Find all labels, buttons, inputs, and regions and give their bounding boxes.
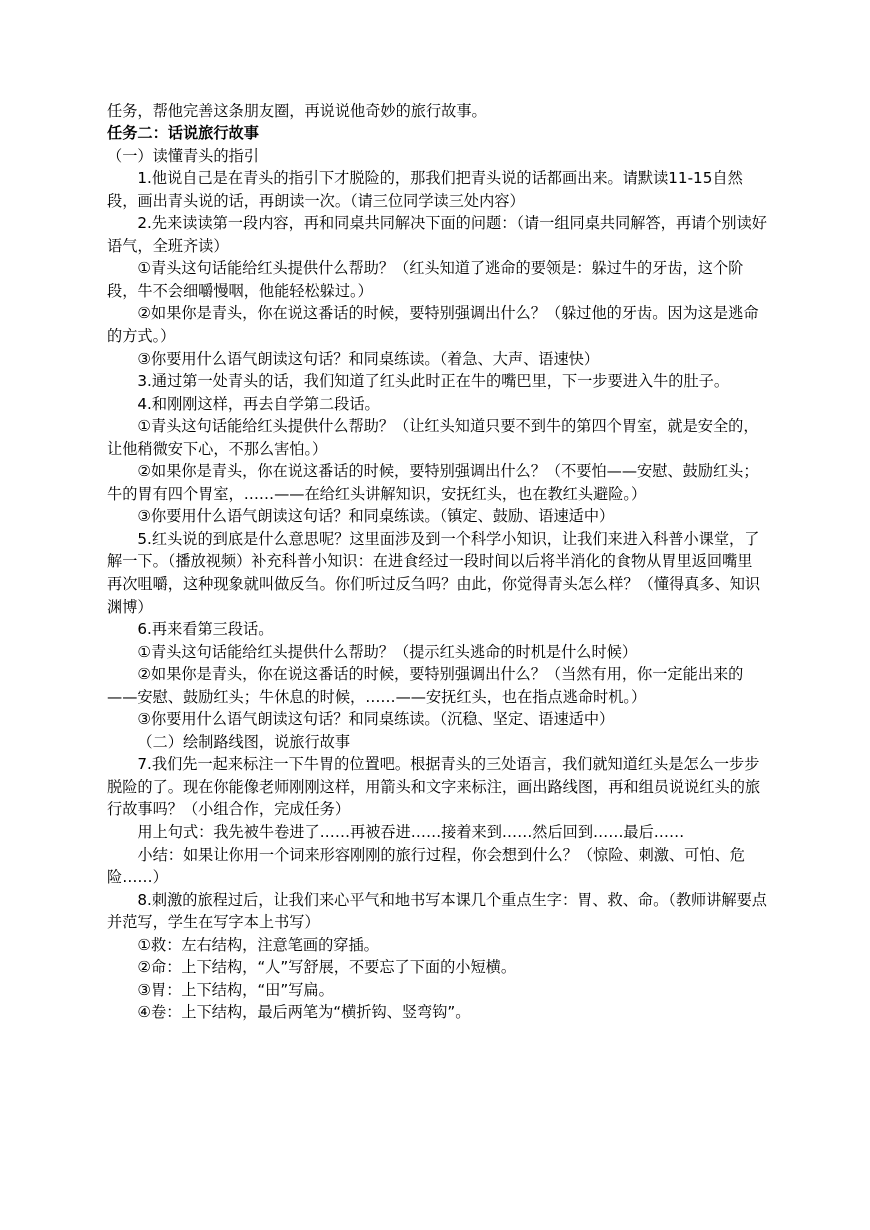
paragraph: ③你要用什么语气朗读这句话？和同桌练读。（沉稳、坚定、语速适中） bbox=[137, 710, 615, 729]
paragraph: ②如果你是青头，你在说这番话的时候，要特别强调出什么？（当然有用，你一定能出来的——安慰、鼓励红头；牛休息的时候，……——安抚红头，也在指点逃命时机。） bbox=[107, 665, 744, 706]
paragraph: 8.刺激的旅程过后，让我们来心平气和地书写本课几个重点生字：胃、救、命。（教师讲解要点并范写，学生在写字本上书写） bbox=[107, 890, 767, 932]
paragraph: 2.先来读读第一段内容，再和同桌共同解决下面的问题：（请一组同桌共同解答，再请个别读好语气，全班齐读） bbox=[107, 214, 767, 255]
paragraph: ②命：上下结构，“人”写舒展，不要忘了下面的小短横。 bbox=[137, 958, 517, 977]
paragraph: 4.和刚刚这样，再去自学第二段话。 bbox=[137, 394, 380, 413]
paragraph: ③你要用什么语气朗读这句话？和同桌练读。（镇定、鼓励、语速适中） bbox=[137, 507, 615, 526]
paragraph: 6.再来看第三段话。 bbox=[137, 620, 274, 639]
paragraph: （二）绘制路线图，说旅行故事 bbox=[137, 732, 351, 751]
paragraph: 7.我们先一起来标注一下牛胃的位置吧。根据青头的三处语言，我们就知道红头是怎么一步步脱险的了。现在你能像老师刚刚这样，用箭头和文字来标注，画出路线图，再和组员说说红头的旅行故事吗？（小组合作，完成任务） bbox=[107, 755, 761, 819]
paragraph: ③胃：上下结构，“田”写扁。 bbox=[137, 980, 334, 999]
section-heading: 任务二：话说旅行故事 bbox=[107, 124, 259, 143]
paragraph: 3.通过第一处青头的话，我们知道了红头此时正在牛的嘴巴里，下一步要进入牛的肚子。 bbox=[137, 372, 730, 391]
paragraph: ①青头这句话能给红头提供什么帮助？（让红头知道只要不到牛的第四个胃室，就是安全的，让他稍微安下心，不那么害怕。） bbox=[107, 417, 759, 458]
paragraph: 5.红头说的到底是什么意思呢？这里面涉及到一个科学小知识，让我们来进入科普小课堂，了解一下。（播放视频）补充科普小知识：在进食经过一段时间以后将半消化的食物从胃里返回嘴里再次咀嚼，这种现象就叫做反刍。你们听过反刍吗？由此，你觉得青头怎么样？（懂得真多、知识渊博） bbox=[107, 529, 761, 616]
paragraph: ④卷：上下结构，最后两笔为“横折钩、竖弯钩”。 bbox=[137, 1003, 471, 1022]
paragraph: （一）读懂青头的指引 bbox=[107, 146, 259, 165]
paragraph: 用上句式：我先被牛卷进了……再被吞进……接着来到……然后回到……最后…… bbox=[137, 823, 685, 841]
paragraph: ①救：左右结构，注意笔画的穿插。 bbox=[137, 935, 379, 954]
paragraph: ②如果你是青头，你在说这番话的时候，要特别强调出什么？（不要怕——安慰、鼓励红头；牛的胃有四个胃室，……——在给红头讲解知识，安抚红头，也在教红头避险。） bbox=[107, 462, 759, 503]
paragraph: 小结：如果让你用一个词来形容刚刚的旅行过程，你会想到什么？（惊险、刺激、可怕、危险……） bbox=[107, 845, 745, 887]
paragraph: ③你要用什么语气朗读这句话？和同桌练读。（着急、大声、语速快） bbox=[137, 349, 600, 368]
paragraph: ①青头这句话能给红头提供什么帮助？（提示红头逃命的时机是什么时候） bbox=[137, 642, 638, 661]
paragraph: 1.他说自己是在青头的指引下才脱险的，那我们把青头说的话都画出来。请默读11-15自然段，画出青头说的话，再朗读一次。（请三位同学读三处内容） bbox=[107, 169, 743, 210]
paragraph: ①青头这句话能给红头提供什么帮助？（红头知道了逃命的要领是：躲过牛的牙齿，这个阶段，牛不会细嚼慢咽，他能轻松躲过。） bbox=[107, 259, 744, 300]
paragraph: 任务，帮他完善这条朋友圈，再说说他奇妙的旅行故事。 bbox=[107, 101, 487, 120]
paragraph: ②如果你是青头，你在说这番话的时候，要特别强调出什么？（躲过他的牙齿。因为这是逃命的方式。） bbox=[107, 304, 759, 345]
document-body bbox=[107, 100, 767, 1024]
